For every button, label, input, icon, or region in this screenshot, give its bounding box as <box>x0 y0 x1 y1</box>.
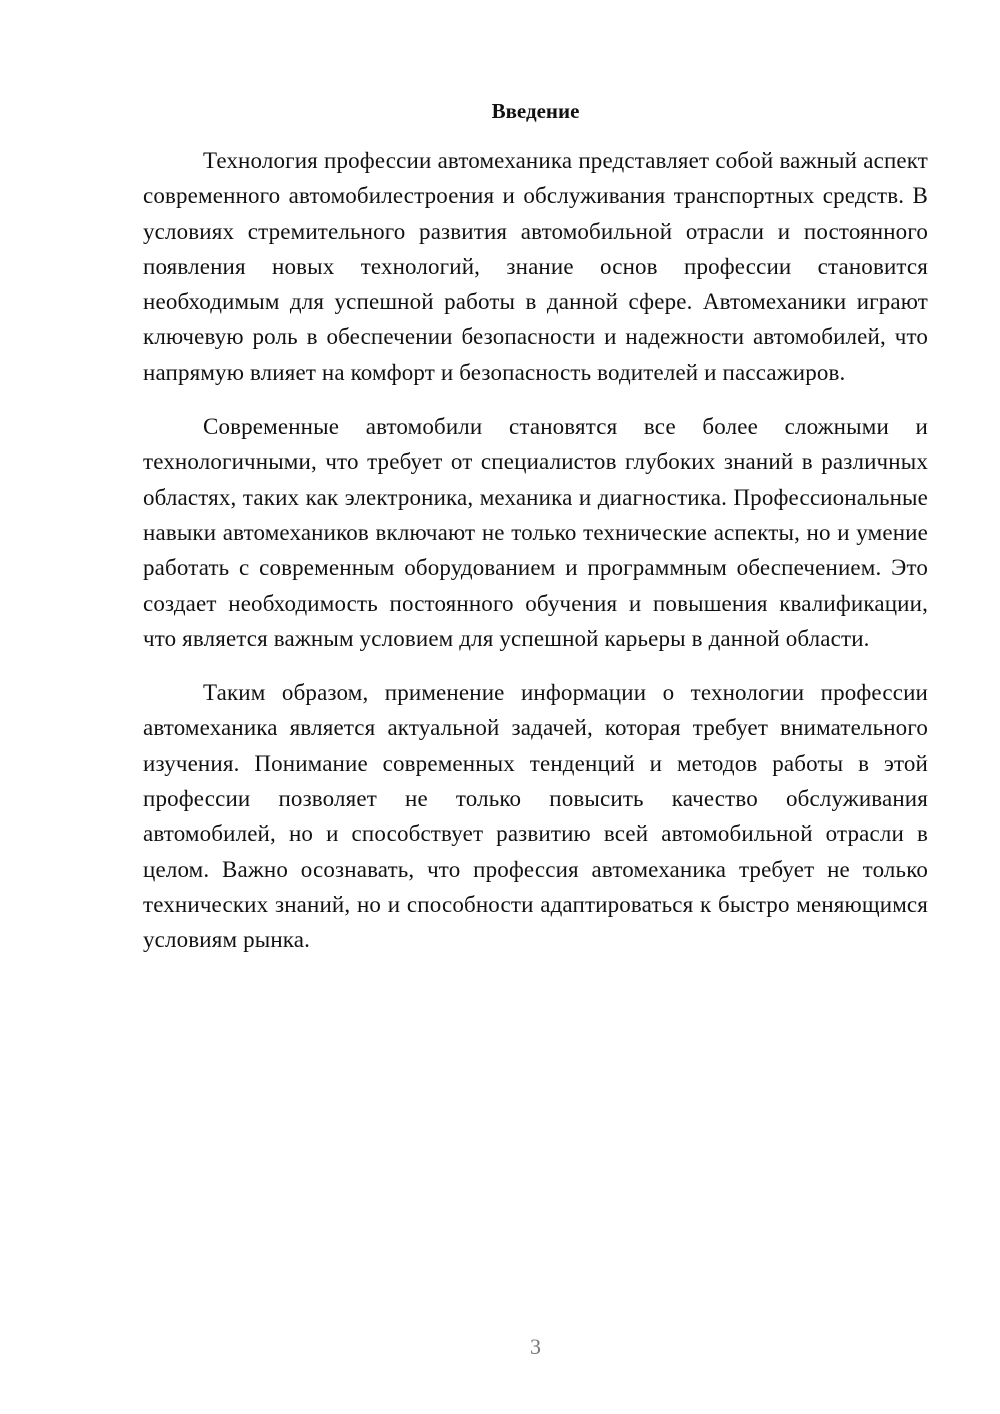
page-title: Введение <box>491 99 580 123</box>
body-text <box>143 143 928 977</box>
paragraph-3: Таким образом, применение информации о технологии профессии автомеханика является актуальной задачей, которая требует внимательного изучения. Понимание современных тенденций и методов работы в этой профессии позволяет не только повысить качество обслуживания автомобилей, но и способствует развитию всей автомобильной отрасли в целом. Важно осознавать, что профессия автомеханика требует не только технических знаний, но и способности адаптироваться к быстро меняющимся условиям рынка. <box>143 680 928 953</box>
page-number: 3 <box>530 1334 541 1359</box>
paragraph-2: Современные автомобили становятся все более сложными и технологичными, что требует от специалистов глубоких знаний в различных областях, таких как электроника, механика и диагностика. Профессиональные навыки автомехаников включают не только технические аспекты, но и умение работать с современным оборудованием и программным обеспечением. Это создает необходимость постоянного обучения и повышения квалификации, что является важным условием для успешной карьеры в данной области. <box>143 414 928 651</box>
paragraph-1: Технология профессии автомеханика представляет собой важный аспект современного автомобилестроения и обслуживания транспортных средств. В условиях стремительного развития автомобильной отрасли и постоянного появления новых технологий, знание основ профессии становится необходимым для успешной работы в данной сфере. Автомеханики играют ключевую роль в обеспечении безопасности и надежности автомобилей, что напрямую влияет на комфорт и безопасность водителей и пассажиров. <box>143 148 928 385</box>
